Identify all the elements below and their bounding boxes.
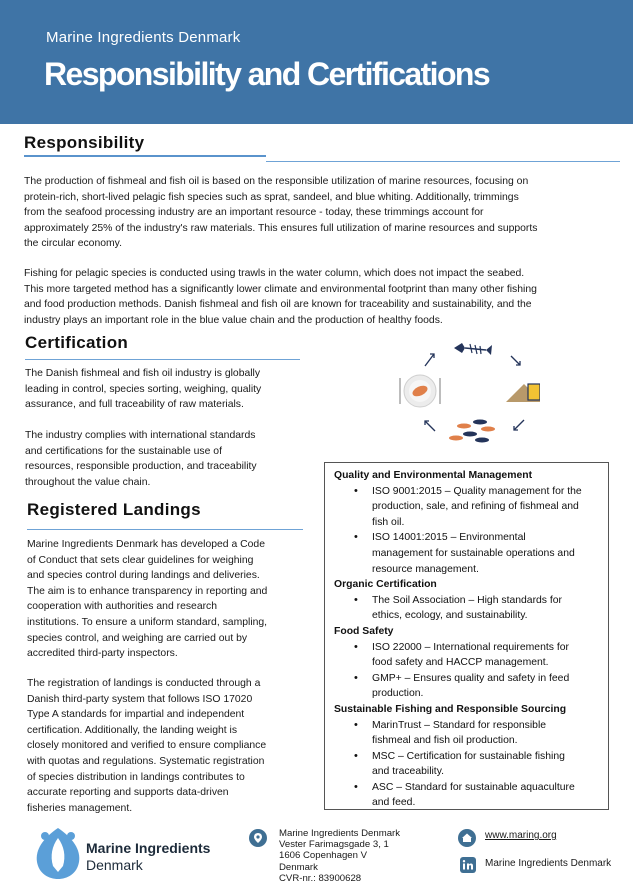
cert-item-line: • MSC – Certification for sustainable fishing (372, 750, 565, 762)
certification-rule (25, 359, 300, 360)
cert-item-line: • MarinTrust – Standard for responsible (372, 719, 547, 731)
text-line: Marine Ingredients Denmark (279, 828, 401, 839)
text-line: cooperation with authorities and research (27, 601, 218, 613)
cert-group-title: Quality and Environmental Management (334, 470, 533, 481)
cert-list-item (334, 484, 600, 531)
text-line: leading in control, species sorting, weighing, quality (25, 383, 262, 395)
text-line: and certifications for the sustainable use of (25, 445, 222, 457)
cert-item-line: fishmeal and fish oil production. (372, 735, 518, 747)
fish-shoal-icon (449, 420, 495, 443)
text-line: The aim is to enhance transparency in reporting and (27, 585, 268, 597)
text-line: with quotas and regulations. Systematic registration (27, 755, 265, 767)
fish-skeleton-icon (454, 343, 492, 355)
plate-with-fish-icon (400, 375, 440, 407)
text-line: The Danish fishmeal and fish oil industry is globally (25, 368, 261, 379)
footer-address (279, 828, 400, 884)
cert-item-line: ethics, ecology, and sustainability. (372, 610, 528, 622)
text-line: fisheries management. (27, 802, 133, 814)
cert-item-line: management for sustainable operations and (372, 547, 575, 559)
cert-list-item (334, 749, 600, 780)
cert-list (334, 593, 600, 624)
landings-paragraph-2 (27, 676, 312, 816)
certification-paragraph-2 (25, 428, 305, 490)
cert-list (334, 484, 600, 578)
cert-item-line: • ASC – Standard for sustainable aquaculture (372, 781, 575, 793)
cert-item-line: • ISO 9001:2015 – Quality management for the (372, 485, 582, 497)
cert-list (334, 640, 600, 702)
cert-item-line: production. (372, 688, 424, 700)
header-org: Marine Ingredients Denmark (46, 29, 241, 46)
header-banner (0, 0, 633, 124)
text-line: resources, responsible production, and traceability (25, 461, 257, 473)
text-line: Vester Farimagsgade 3, 1 (279, 839, 389, 851)
footer-brand-line-2: Denmark (86, 857, 143, 873)
fishmeal-and-oil-icon (506, 384, 540, 402)
text-line: This more targeted method has a significantly lower climate and environmental footprint than many other fishing (24, 283, 537, 295)
website-link[interactable]: www.maring.org (485, 830, 557, 841)
cert-list-item (334, 718, 600, 749)
marine-ingredients-logo-icon (33, 824, 83, 880)
responsibility-rule (266, 161, 620, 162)
linkedin-icon (460, 857, 476, 873)
text-line: protein-rich, short-lived pelagic fish species such as sprat, sandeel, and blue whiting. Additionally, trimmings (24, 191, 519, 203)
text-line: throughout the value chain. (25, 476, 151, 488)
text-line: closely monitored and verified to ensure compliance (27, 740, 267, 752)
cert-item-line: • GMP+ – Ensures quality and safety in feed (372, 672, 570, 684)
cert-item-line: • ISO 14001:2015 – Environmental (372, 532, 526, 544)
text-line: The industry complies with international standards (25, 430, 256, 441)
text-line: The production of fishmeal and fish oil is based on the responsible utilization of marine resources, focusing on (24, 176, 529, 187)
text-line: of species distribution in landings contributes to (27, 771, 245, 783)
landings-rule (27, 529, 303, 530)
responsibility-underline (24, 155, 266, 157)
cert-item-line: and feed. (372, 797, 416, 809)
linkedin-label[interactable]: Marine Ingredients Denmark (485, 858, 612, 869)
text-line: 1606 Copenhagen V (279, 850, 368, 862)
cert-item-line: and traceability. (372, 766, 445, 778)
text-line: certification. Additionally, the landing weight is (27, 724, 238, 736)
text-line: The registration of landings is conducted through a (27, 678, 261, 689)
responsibility-paragraph-1 (24, 174, 624, 252)
text-line: Danish third-party system that follows ISO 17020 (27, 693, 253, 705)
responsibility-paragraph-2 (24, 266, 624, 328)
cert-item-line: • The Soil Association – High standards for (372, 594, 563, 606)
cert-list-item (334, 530, 600, 577)
text-line: Marine Ingredients Denmark has developed a Code (27, 539, 265, 550)
text-line: species control, and weighing are carried out by (27, 632, 248, 644)
cert-item-line: food safety and HACCP management. (372, 657, 549, 669)
text-line: accredited third-party inspectors. (27, 648, 178, 660)
text-line: accurate reporting and supports data-driven (27, 787, 229, 799)
landings-paragraph-1 (27, 537, 312, 662)
responsibility-heading: Responsibility (24, 133, 145, 152)
cert-group-title: Organic Certification (334, 579, 437, 591)
cert-list-item (334, 671, 600, 702)
certification-heading: Certification (25, 333, 129, 352)
text-line: Denmark (279, 861, 318, 873)
cert-item-line: resource management. (372, 563, 479, 575)
home-icon (458, 829, 476, 847)
location-icon (249, 829, 267, 847)
text-line: Type A standards for impartial and independent (27, 709, 245, 721)
cert-list-item (334, 640, 600, 671)
cert-item-line: fish oil. (372, 516, 405, 528)
cert-group-title: Food Safety (334, 625, 394, 637)
value-chain-cycle-illustration (390, 336, 540, 456)
cert-list-item (334, 593, 600, 624)
footer-brand-line-1: Marine Ingredients (86, 840, 211, 856)
landings-heading: Registered Landings (27, 500, 201, 519)
cert-group-title: Sustainable Fishing and Responsible Sourcing (334, 703, 567, 715)
cert-list-item (334, 780, 600, 811)
certification-paragraph-1 (25, 366, 305, 413)
text-line: the circular economy. (24, 238, 122, 250)
text-line: of Conduct that sets clear guidelines for weighing (27, 554, 254, 566)
text-line: institutions. To ensure a uniform standard, sampling, (27, 616, 268, 628)
text-line: Fishing for pelagic species is conducted using trawls in the water column, which does not impact the seabed. (24, 268, 525, 279)
text-line: and food production methods. Danish fishmeal and fish oil are known for traceability and sustainability, and the (24, 299, 532, 311)
certifications-box (324, 462, 609, 810)
cert-item-line: • ISO 22000 – International requirements for (372, 641, 569, 653)
page-title: Responsibility and Certifications (44, 56, 490, 92)
text-line: CVR-nr.: 83900628 (279, 872, 362, 884)
text-line: and species control during landings and deliveries. (27, 570, 260, 582)
text-line: industry plays an important role in the blue value chain and the production of healthy foods. (24, 314, 443, 326)
cert-item-line: production, sale, and refining of fishmeal and (372, 501, 579, 513)
text-line: approximately 25% of the industry's raw materials. This ensures full utilization of marine resources and supports (24, 222, 538, 234)
text-line: assurance, and full traceability of raw materials. (25, 399, 244, 411)
text-line: from the seafood processing industry are an important resource - today, these trimmings account for (24, 207, 484, 219)
cert-list (334, 718, 600, 812)
